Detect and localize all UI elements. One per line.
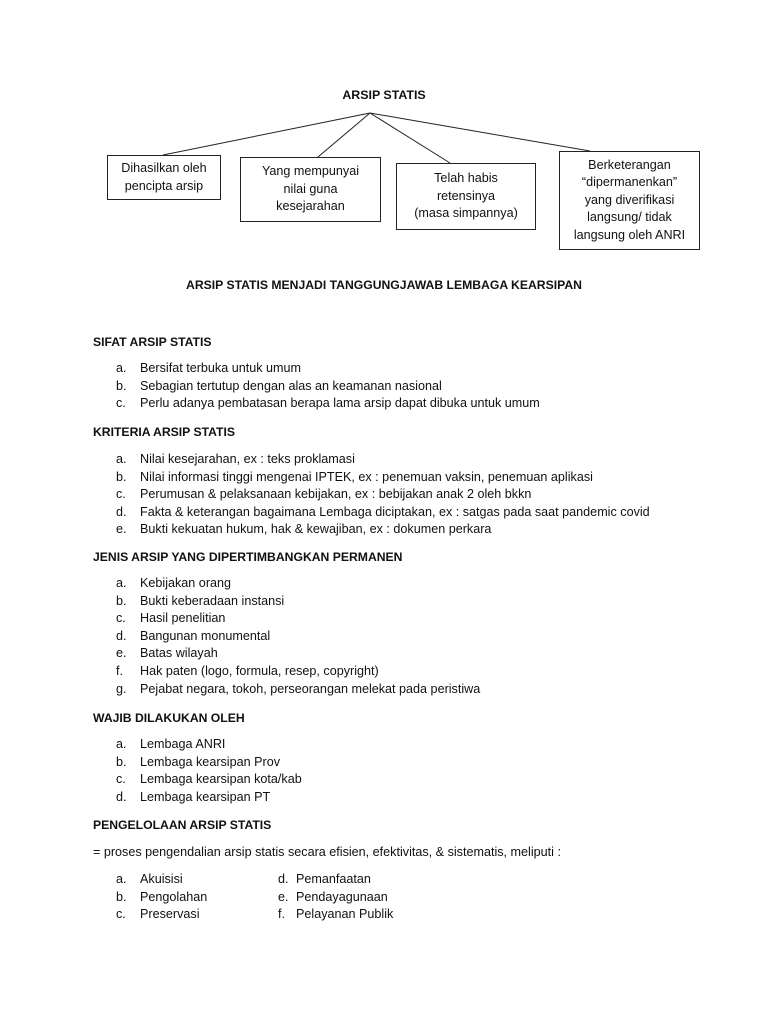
list-marker: a. (116, 737, 127, 751)
list-marker: c. (116, 611, 126, 626)
section-heading-kriteria: KRITERIA ARSIP STATIS (93, 425, 235, 439)
list-text: Perlu adanya pembatasan berapa lama arsip dapat dibuka untuk umum (140, 396, 540, 411)
list-marker: b. (116, 754, 127, 769)
diagram-box-text: Yang mempunyai nilai guna kesejarahan (261, 164, 360, 214)
diagram-box-text: Telah habis retensinya (masa simpannya) (414, 171, 518, 221)
list-marker: c. (116, 487, 126, 502)
diagram-box-retensi (396, 163, 536, 230)
list-text: Nilai informasi tinggi mengenai IPTEK, ex : penemuan vaksin, penemuan aplikasi (140, 469, 593, 484)
list-marker: b. (116, 593, 127, 608)
list-text: Lembaga kearsipan PT (140, 789, 271, 804)
list-text: Pejabat negara, tokoh, perseorangan melekat pada peristiwa (140, 681, 481, 696)
list-marker: c. (116, 907, 126, 922)
list-text: Lembaga kearsipan kota/kab (140, 772, 302, 787)
list-marker: c. (116, 396, 126, 411)
diagram-title: ARSIP STATIS (342, 88, 426, 102)
list-marker: a. (116, 361, 127, 375)
list-text: Akuisisi (140, 872, 183, 886)
list-text: Bersifat terbuka untuk umum (140, 361, 301, 375)
list-marker: b. (116, 469, 127, 484)
list-marker: a. (116, 452, 127, 466)
list-text: Kebijakan orang (140, 576, 232, 590)
list-text: Hak paten (logo, formula, resep, copyright) (140, 663, 379, 678)
section-heading-wajib: WAJIB DILAKUKAN OLEH (93, 711, 245, 725)
list-text: Nilai kesejarahan, ex : teks proklamasi (140, 452, 355, 466)
list-marker: e. (116, 522, 127, 537)
list-text: Batas wilayah (140, 646, 218, 661)
pengelolaan-intro: = proses pengendalian arsip statis secara efisien, efektivitas, & sistematis, meliputi : (93, 845, 561, 859)
list-marker: e. (116, 646, 127, 661)
list-text: Hasil penelitian (140, 611, 226, 626)
list-text: Pelayanan Publik (296, 907, 394, 922)
list-marker: e. (278, 889, 289, 904)
list-text: Lembaga kearsipan Prov (140, 754, 281, 769)
list-text: Pemanfaatan (296, 872, 371, 886)
diagram-box-text: Berketerangan “dipermanenkan” yang diverifikasi langsung/ tidak langsung oleh ANRI (573, 157, 686, 242)
list-marker: d. (116, 789, 127, 804)
section-heading-pengelolaan: PENGELOLAAN ARSIP STATIS (93, 818, 272, 832)
list-marker: b. (116, 889, 127, 904)
list-text: Bangunan monumental (140, 628, 271, 643)
section-heading-sifat: SIFAT ARSIP STATIS (93, 335, 212, 349)
list-text: Perumusan & pelaksanaan kebijakan, ex : bebijakan anak 2 oleh bkkn (140, 487, 532, 502)
diagram-box-anri (559, 151, 700, 250)
list-marker: g. (116, 681, 127, 696)
list-text: Bukti kekuatan hukum, hak & kewajiban, ex : dokumen perkara (140, 522, 492, 537)
list-text: Bukti keberadaan instansi (140, 593, 285, 608)
list-marker: d. (116, 628, 127, 643)
list-text: Preservasi (140, 907, 200, 922)
list-marker: c. (116, 772, 126, 787)
list-marker: a. (116, 872, 127, 886)
section-heading-jenis: JENIS ARSIP YANG DIPERTIMBANGKAN PERMANEN (93, 550, 403, 564)
list-text: Pengolahan (140, 889, 208, 904)
diagram-box-pencipta (107, 155, 221, 200)
list-marker: b. (116, 378, 127, 393)
list-text: Pendayagunaan (296, 889, 388, 904)
document-subtitle: ARSIP STATIS MENJADI TANGGUNGJAWAB LEMBAGA KEARSIPAN (186, 278, 582, 292)
list-marker: d. (116, 504, 127, 519)
list-marker: a. (116, 576, 127, 590)
list-marker: d. (278, 872, 289, 886)
list-text: Lembaga ANRI (140, 737, 226, 751)
diagram-box-text: Dihasilkan oleh pencipta arsip (121, 161, 207, 193)
list-marker: f. (278, 907, 285, 922)
list-text: Sebagian tertutup dengan alas an keamanan nasional (140, 378, 442, 393)
diagram-box-nilai-guna (240, 157, 381, 222)
list-text: Fakta & keterangan bagaimana Lembaga diciptakan, ex : satgas pada saat pandemic covid (140, 504, 650, 519)
list-marker: f. (116, 663, 123, 678)
